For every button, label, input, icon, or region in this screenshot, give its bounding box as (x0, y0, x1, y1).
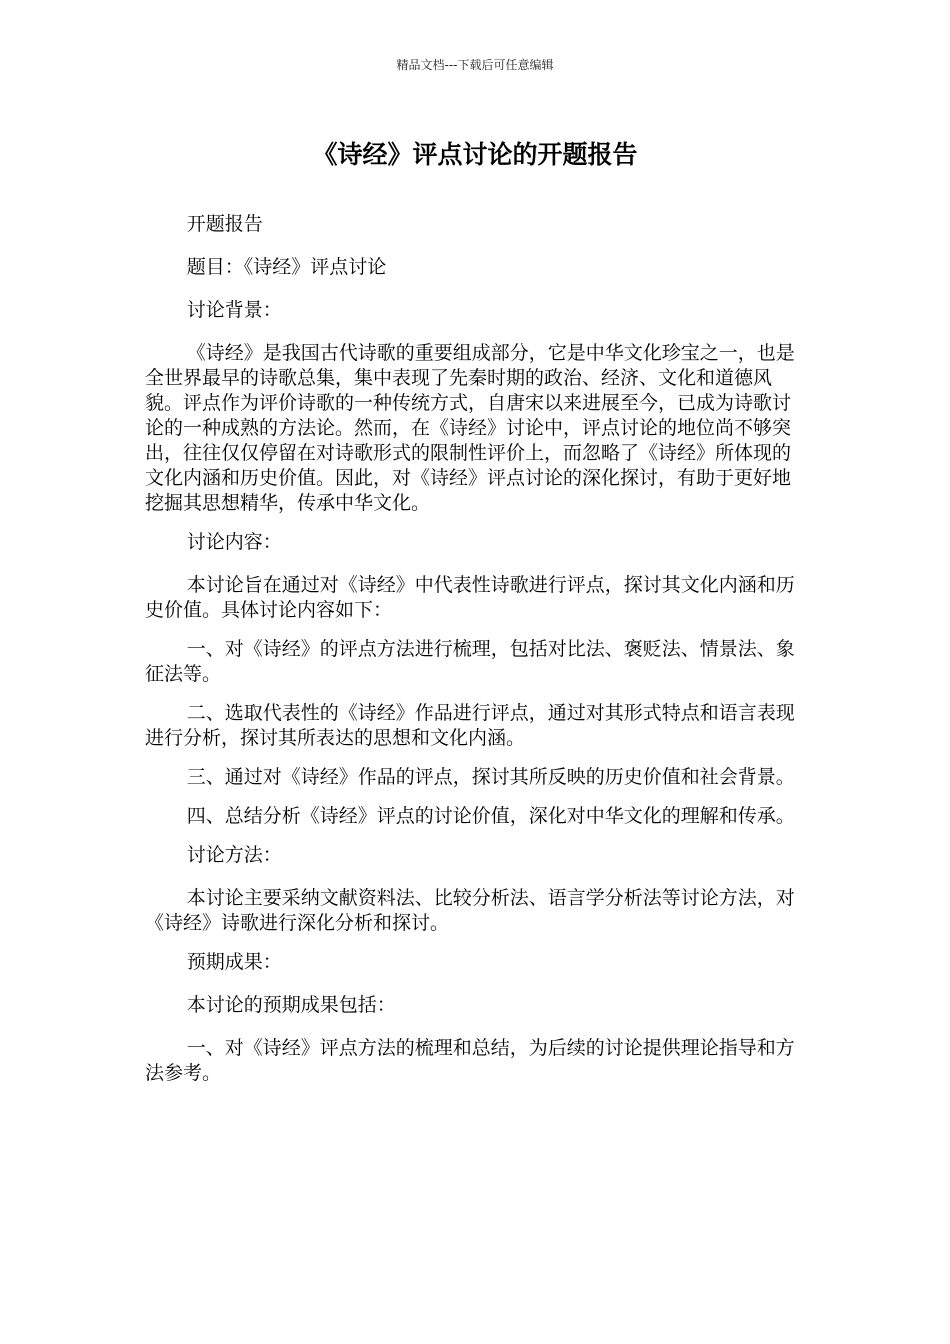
paragraph-content-item-1: 一、对《诗经》的评点方法进行梳理，包括对比法、褒贬法、情景法、象征法等。 (145, 638, 795, 685)
section-heading-content: 讨论内容： (186, 531, 282, 553)
document-title: 《诗经》评点讨论的开题报告 (312, 140, 638, 169)
paragraph-method: 本讨论主要采纳文献资料法、比较分析法、语言学分析法等讨论方法，对《诗经》诗歌进行深化分析和探讨。 (145, 887, 795, 934)
paragraph-background: 《诗经》是我国古代诗歌的重要组成部分，它是中华文化珍宝之一，也是全世界最早的诗歌总集，集中表现了先秦时期的政治、经济、文化和道德风貌。评点作为评价诗歌的一种传统方式，自唐宋以来进展至今，已成为诗歌讨论的一种成熟的方法论。然而，在《诗经》讨论中，评点讨论的地位尚不够突出，往往仅仅停留在对诗歌形式的限制性评价上，而忽略了《诗经》所体现的文化内涵和历史价值。因此，对《诗经》评点讨论的深化探讨，有助于更好地挖掘其思想精华，传承中华文化。 (145, 342, 795, 514)
section-heading-results: 预期成果： (186, 951, 282, 973)
paragraph-content-item-3: 三、通过对《诗经》作品的评点，探讨其所反映的历史价值和社会背景。 (186, 766, 795, 788)
paragraph-content-item-2: 二、选取代表性的《诗经》作品进行评点，通过对其形式特点和语言表现进行分析，探讨其所表达的思想和文化内涵。 (145, 702, 795, 749)
paragraph-content-item-4: 四、总结分析《诗经》评点的讨论价值，深化对中华文化的理解和传承。 (186, 805, 795, 827)
paragraph-report-label: 开题报告 (186, 213, 263, 235)
paragraph-topic: 题目：《诗经》评点讨论 (186, 256, 387, 278)
paragraph-content-intro: 本讨论旨在通过对《诗经》中代表性诗歌进行评点，探讨其文化内涵和历史价值。具体讨论内容如下： (145, 574, 795, 621)
section-heading-background: 讨论背景： (186, 299, 282, 321)
paragraph-results-intro: 本讨论的预期成果包括： (186, 994, 396, 1016)
paragraph-results-item-1: 一、对《诗经》评点方法的梳理和总结，为后续的讨论提供理论指导和方法参考。 (145, 1037, 795, 1084)
section-heading-method: 讨论方法： (186, 844, 282, 866)
page-header: 精品文档---下载后可任意编辑 (396, 58, 554, 72)
document-body (145, 212, 795, 1100)
